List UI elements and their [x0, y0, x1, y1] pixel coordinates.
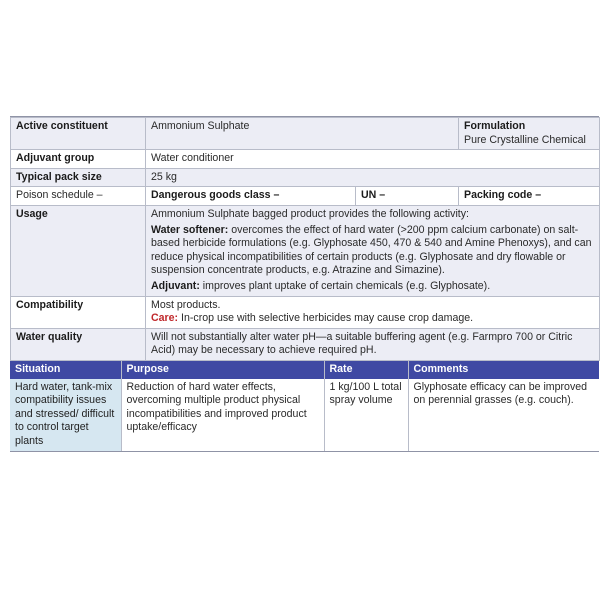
- classification-row: [11, 187, 600, 206]
- usage-header-row: [10, 361, 599, 379]
- column-header-situation: Situation: [10, 361, 121, 379]
- adjuvant-group-value: Water conditioner: [146, 150, 600, 169]
- situation-cell: Hard water, tank-mix compatibility issues and stressed/ difficult to control target plants: [10, 379, 121, 452]
- active-constituent-row: [11, 118, 600, 150]
- compatibility-value: Most products.: [151, 298, 221, 311]
- adjuvant-text: improves plant uptake of certain chemicals (e.g. Glyphosate).: [199, 279, 491, 292]
- usage-row: [11, 205, 600, 296]
- pack-size-value: 25 kg: [146, 168, 600, 187]
- packing-code: Packing code –: [459, 187, 600, 206]
- care-text: In-crop use with selective herbicides may cause crop damage.: [178, 312, 474, 325]
- adjuvant-group-row: [11, 150, 600, 169]
- table-row: [10, 379, 599, 452]
- adjuvant-group-label: Adjuvant group: [11, 150, 146, 169]
- product-info-sheet: [10, 116, 599, 452]
- compatibility-content: [146, 296, 600, 328]
- usage-intro: Ammonium Sulphate bagged product provides the following activity:: [151, 207, 469, 220]
- water-quality-label: Water quality: [11, 328, 146, 360]
- formulation-value: Pure Crystalline Chemical: [464, 133, 586, 146]
- care-paragraph: [151, 312, 594, 326]
- adjuvant-paragraph: [151, 280, 594, 294]
- column-header-comments: Comments: [408, 361, 599, 379]
- compatibility-row: [11, 296, 600, 328]
- water-quality-value: Will not substantially alter water pH—a suitable buffering agent (e.g. Farmpro 700 or Citric Acid) may be necessary to achieve required pH.: [146, 328, 600, 360]
- purpose-cell: Reduction of hard water effects, overcoming multiple product physical incompatibilities and improved product uptake/efficacy: [121, 379, 324, 452]
- column-header-rate: Rate: [324, 361, 408, 379]
- usage-label: Usage: [11, 205, 146, 296]
- formulation-label: Formulation: [464, 120, 526, 132]
- pack-size-row: [11, 168, 600, 187]
- active-constituent-value: Ammonium Sulphate: [146, 118, 459, 150]
- usage-content: [146, 205, 600, 296]
- column-header-purpose: Purpose: [121, 361, 324, 379]
- water-quality-row: [11, 328, 600, 360]
- comments-cell: Glyphosate efficacy can be improved on perennial grasses (e.g. couch).: [413, 380, 588, 407]
- adjuvant-label: Adjuvant:: [151, 279, 200, 292]
- usage-directions-table: [10, 361, 599, 452]
- water-softener-paragraph: [151, 224, 594, 278]
- active-constituent-label: Active constituent: [11, 118, 146, 150]
- formulation-cell: [459, 118, 600, 150]
- water-softener-label: Water softener:: [151, 223, 229, 236]
- care-label: Care:: [151, 312, 179, 325]
- dangerous-goods-class: Dangerous goods class –: [146, 187, 356, 206]
- water-softener-text: overcomes the effect of hard water (>200 ppm calcium carbonate) on salt-based herbicide formulations (e.g. Glyphosate 450, 470 & 540 and Amine Phenoxys), and can reduce physical incompatibilities of certain products (e.g. Glyphosate and dry flowable or suspension concentrate products, e.g. Atrazine and Simazine).: [151, 223, 592, 277]
- rate-cell: 1 kg/100 L total spray volume: [324, 379, 408, 452]
- un-number: UN –: [356, 187, 459, 206]
- compatibility-label: Compatibility: [11, 296, 146, 328]
- poison-schedule: Poison schedule –: [11, 187, 146, 206]
- product-details-table: [10, 117, 600, 361]
- pack-size-label: Typical pack size: [11, 168, 146, 187]
